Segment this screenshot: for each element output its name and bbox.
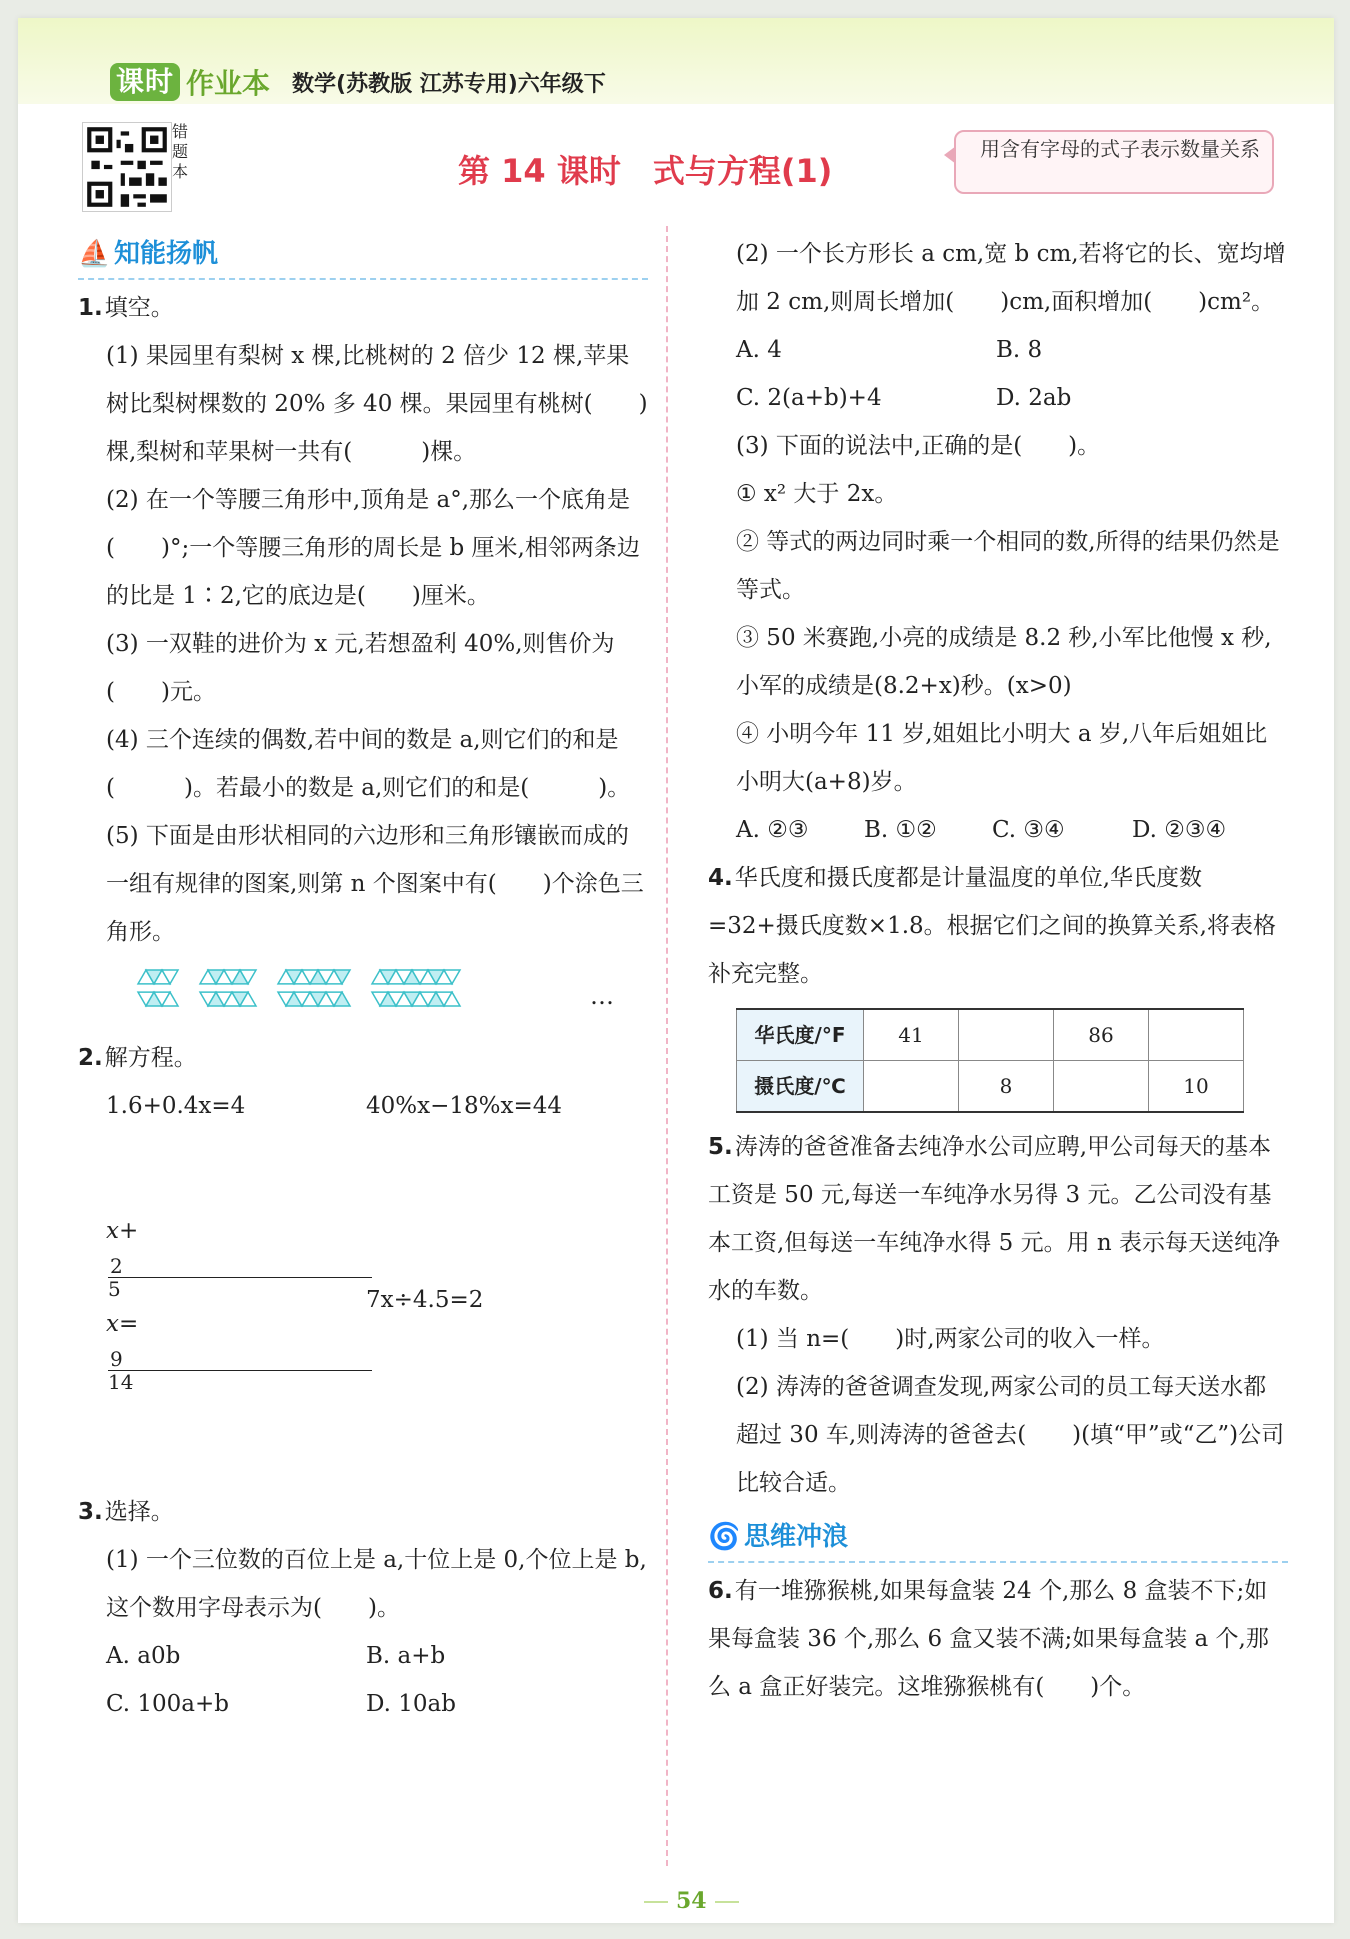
- equation-row-1: [78, 1082, 648, 1130]
- question-3-title: 3.选择。: [78, 1499, 174, 1525]
- question-5: 5.涛涛的爸爸准备去纯净水公司应聘,甲公司每天的基本工资是 50 元,每送一车纯净水另得 3 元。乙公司没有基本工资,但每送一车纯净水得 5 元。用 n 表示每天送纯净水的车数。: [708, 1134, 1281, 1304]
- q3-part2: (2) 一个长方形长 a cm,宽 b cm,若将它的长、宽均增加 2 cm,则周长增加( )cm,面积增加( )cm²。: [736, 241, 1286, 315]
- option-a[interactable]: A. ②③: [736, 817, 809, 843]
- option-b[interactable]: B. ①②: [864, 817, 937, 843]
- option-c[interactable]: C. 2(a+b)+4: [736, 385, 882, 411]
- q1-part5: (5) 下面是由形状相同的六边形和三角形镶嵌而成的一组有规律的图案,则第 n 个图案中有( )个涂色三角形。: [106, 823, 644, 945]
- equation-4: 7x÷4.5=2: [366, 1287, 484, 1313]
- pattern-svg: [134, 964, 574, 1028]
- equation-2: 40%x−18%x=44: [366, 1093, 562, 1119]
- pattern-figure-4: [372, 970, 460, 1006]
- equation-3: x+ 2 5 x= 9 14: [106, 1207, 366, 1393]
- statement-1: ① x² 大于 2x。: [736, 481, 898, 507]
- wave-icon: 🌀: [708, 1522, 741, 1552]
- sailboat-icon: ⛵: [78, 239, 111, 269]
- statement-4: ④ 小明今年 11 岁,姐姐比小明大 a 岁,八年后姐姐比小明大(a+8)岁。: [736, 721, 1268, 795]
- row-header-fahrenheit: 华氏度/°F: [737, 1009, 864, 1061]
- left-column: [78, 230, 648, 1728]
- table-row: [737, 1009, 1244, 1061]
- table-cell[interactable]: 8: [959, 1061, 1054, 1113]
- hexagon-pattern-figure: [78, 964, 648, 1028]
- table-cell[interactable]: 10: [1149, 1061, 1244, 1113]
- qr-label: 错题本: [172, 122, 189, 181]
- question-2-title: 2.解方程。: [78, 1045, 197, 1071]
- page-number: 54: [636, 1888, 747, 1914]
- q1-part4: (4) 三个连续的偶数,若中间的数是 a,则它们的和是( )。若最小的数是 a,则它们的和是( )。: [106, 727, 631, 801]
- statement-3: ③ 50 米赛跑,小亮的成绩是 8.2 秒,小军比他慢 x 秒,小军的成绩是(8.2+x)秒。(x>0): [736, 625, 1272, 699]
- option-c[interactable]: C. 100a+b: [106, 1691, 230, 1717]
- q3-part3-options: [708, 806, 1288, 854]
- table-cell[interactable]: [1054, 1061, 1149, 1113]
- right-column: [708, 230, 1288, 1711]
- qr-code-icon[interactable]: [82, 122, 172, 212]
- table-cell[interactable]: [864, 1061, 959, 1113]
- q3-part2-options-ab: [708, 326, 1288, 374]
- question-1-title: 1.填空。: [78, 295, 174, 321]
- subject-title: 数学(苏教版 江苏专用)六年级下: [292, 71, 606, 97]
- table-cell[interactable]: [959, 1009, 1054, 1061]
- q3-part3: (3) 下面的说法中,正确的是( )。: [736, 433, 1101, 459]
- option-b[interactable]: B. a+b: [366, 1643, 446, 1669]
- option-c[interactable]: C. ③④: [992, 817, 1065, 843]
- row-header-celsius: 摄氏度/℃: [737, 1061, 864, 1113]
- q1-part2: (2) 在一个等腰三角形中,顶角是 a°,那么一个底角是( )°;一个等腰三角形的周长是 b 厘米,相邻两条边的比是 1∶2,它的底边是( )厘米。: [106, 487, 640, 609]
- option-b[interactable]: B. 8: [996, 337, 1043, 363]
- q3-part1-options-cd: [78, 1680, 648, 1728]
- pattern-figure-1: [138, 970, 178, 1006]
- brand-badge: 课时: [110, 63, 180, 101]
- brand-text: 作业本: [186, 67, 271, 100]
- option-a[interactable]: A. a0b: [106, 1643, 181, 1669]
- q3-part1: (1) 一个三位数的百位上是 a,十位上是 0,个位上是 b,这个数用字母表示为( )。: [106, 1547, 647, 1621]
- table-cell[interactable]: 41: [864, 1009, 959, 1061]
- temperature-table: [736, 1008, 1244, 1113]
- equation-row-2: [78, 1218, 648, 1394]
- q3-part1-options-ab: [78, 1632, 648, 1680]
- pattern-continuation: …: [590, 982, 614, 1010]
- worksheet-page: [18, 18, 1334, 1923]
- section-title: 思维冲浪: [744, 1522, 849, 1552]
- question-4: 4.华氏度和摄氏度都是计量温度的单位,华氏度数=32+摄氏度数×1.8。根据它们之间的换算关系,将表格补充完整。: [708, 865, 1276, 987]
- table-row: [737, 1061, 1244, 1113]
- option-d[interactable]: D. 10ab: [366, 1691, 456, 1717]
- option-d[interactable]: D. ②③④: [1132, 817, 1227, 843]
- option-a[interactable]: A. 4: [736, 337, 782, 363]
- table-cell[interactable]: [1149, 1009, 1244, 1061]
- brand: [110, 62, 606, 102]
- section-header-zhineng: [78, 230, 648, 280]
- q1-part1: (1) 果园里有梨树 x 棵,比桃树的 2 倍少 12 棵,苹果树比梨树棵数的 20% 多 40 棵。果园里有桃树( )棵,梨树和苹果树一共有( )棵。: [106, 343, 648, 465]
- lesson-title: 第 14 课时 式与方程(1): [458, 152, 833, 190]
- table-cell[interactable]: 86: [1054, 1009, 1149, 1061]
- q5-part1: (1) 当 n=( )时,两家公司的收入一样。: [736, 1326, 1165, 1352]
- question-6: 6.有一堆猕猴桃,如果每盒装 24 个,那么 8 盒装不下;如果每盒装 36 个,那么 6 盒又装不满;如果每盒装 a 个,那么 a 盒正好装完。这堆猕猴桃有( )个。: [708, 1578, 1269, 1700]
- equation-1: 1.6+0.4x=4: [106, 1093, 246, 1119]
- section-header-siwei: [708, 1513, 1288, 1563]
- q1-part3: (3) 一双鞋的进价为 x 元,若想盈利 40%,则售价为( )元。: [106, 631, 615, 705]
- option-d[interactable]: D. 2ab: [996, 385, 1072, 411]
- pattern-figure-2: [200, 970, 256, 1006]
- column-divider: [666, 226, 668, 1866]
- q5-part2: (2) 涛涛的爸爸调查发现,两家公司的员工每天送水都超过 30 车,则涛涛的爸爸去( )(填“甲”或“乙”)公司比较合适。: [736, 1374, 1285, 1496]
- q3-part2-options-cd: [708, 374, 1288, 422]
- section-title: 知能扬帆: [114, 239, 219, 269]
- pattern-figure-3: [278, 970, 350, 1006]
- learning-goal: 用含有字母的式子表示数量关系: [954, 130, 1274, 194]
- statement-2: ② 等式的两边同时乘一个相同的数,所得的结果仍然是等式。: [736, 529, 1280, 603]
